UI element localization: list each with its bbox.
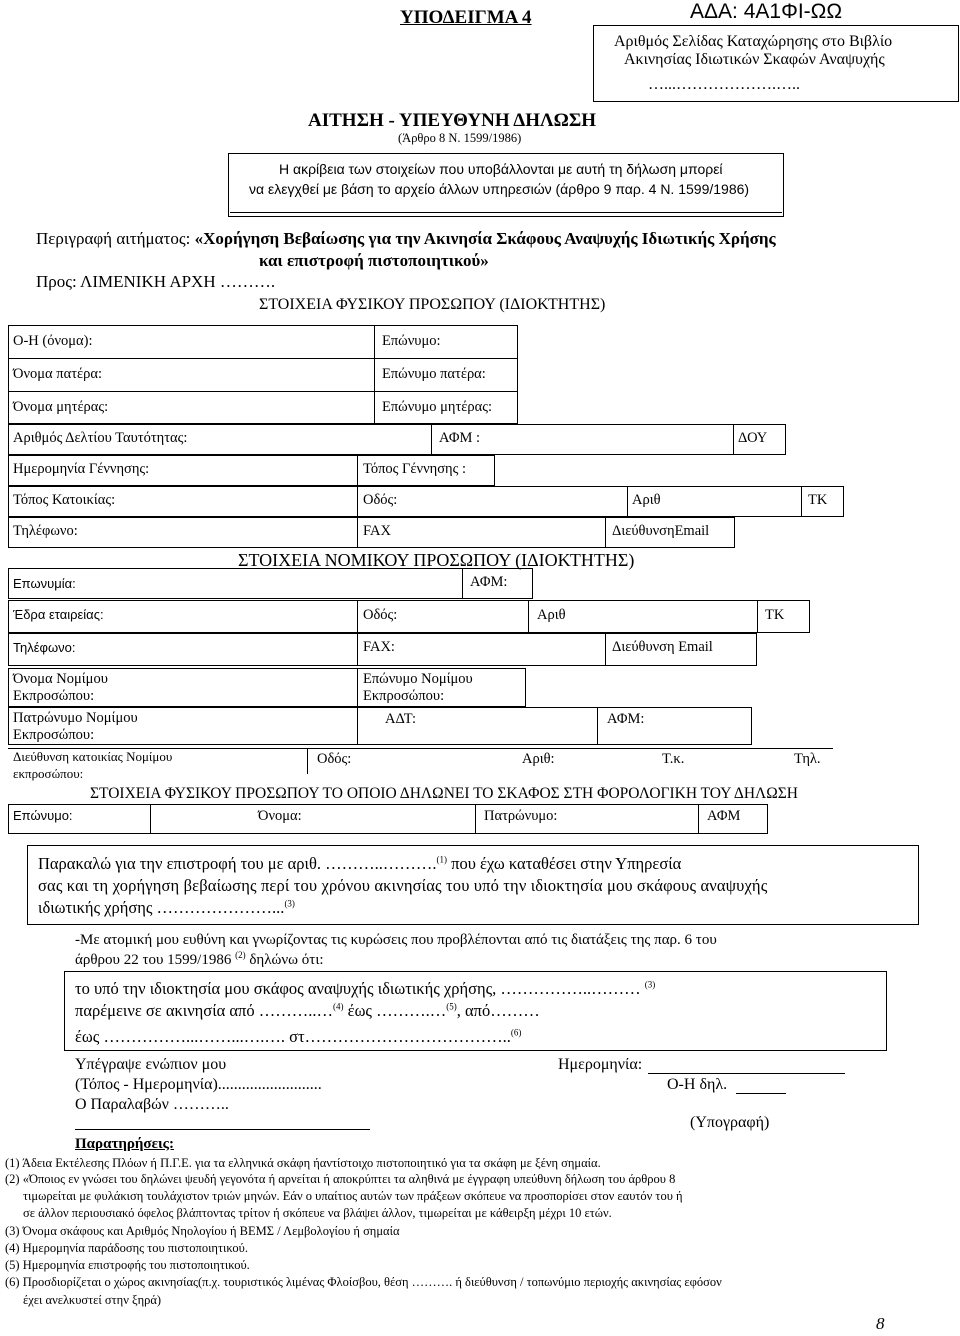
notice-line-1: Η ακρίβεια των στοιχείων που υποβάλλονται με αυτή τη δήλωση μπορεί (279, 161, 723, 177)
legal-person-heading: ΣΤΟΙΧΕΙΑ ΝΟΜΙΚΟΥ ΠΡΟΣΩΠΟΥ (ΙΔΙΟΚΤΗΤΗΣ) (238, 550, 635, 570)
rep-address-label-2[interactable]: εκπροσώπου: (13, 766, 84, 781)
form-title: ΑΙΤΗΣΗ - ΥΠΕΥΘΥΝΗ ΔΗΛΩΣΗ (308, 110, 597, 131)
responsibility-line-2: άρθρου 22 του 1599/1986 $^{(2)}$ δηλώνω ότι: (75, 950, 324, 968)
request-description (36, 229, 776, 249)
declarant-label: Ο-Η δηλ. (667, 1076, 728, 1093)
rep-adt[interactable]: ΑΔΤ: (385, 711, 416, 727)
rep-tk[interactable]: Τ.κ. (662, 751, 685, 767)
legal-street[interactable]: Οδός: (363, 607, 398, 623)
tax-declarant-heading: ΣΤΟΙΧΕΙΑ ΦΥΣΙΚΟΥ ΠΡΟΣΩΠΟΥ ΤΟ ΟΠΟΙΟ ΔΗΛΩΝΕΙ ΤΟ ΣΚΑΦΟΣ ΣΤΗ ΦΟΡΟΛΟΓΙΚΗ ΤΟΥ ΔΗΛΩΣΗ (90, 785, 798, 802)
legal-phone[interactable]: Τηλέφωνο: (13, 640, 76, 655)
note-6-line-2: έχει ανελκυστεί στην ξηρά) (23, 1293, 162, 1307)
rep-street-number[interactable]: Αριθ: (522, 751, 555, 767)
signature-label: (Υπογραφή) (690, 1114, 770, 1131)
mother-surname[interactable]: Επώνυμο μητέρας: (382, 399, 492, 415)
rep-surname-label-2[interactable]: Εκπροσώπου: (363, 688, 445, 704)
company-seat[interactable]: Έδρα εταιρείας: (13, 607, 104, 622)
father-surname[interactable]: Επώνυμο πατέρα: (382, 366, 486, 382)
tax-patronym[interactable]: Πατρώνυμο: (484, 808, 558, 824)
note-2-line-2: τιμωρείται με φυλάκιση τουλάχιστον τριών μηνών. Εάν ο υπαίτιος αυτών των πράξεων σκόπευε να προσπορίσει στον εαυτόν του ή (23, 1189, 683, 1203)
registry-line-1: Αριθμός Σελίδας Καταχώρησης στο Βιβλίο (614, 33, 893, 50)
note-1: (1) Άδεια Εκτέλεσης Πλόων ή Π.Γ.Ε. για τα ελληνικά σκάφη ήαντίστοιχο πιστοποιητικό για τα σκάφη με ξένη σημαία. (5, 1156, 601, 1170)
natural-afm[interactable]: ΑΦΜ : (439, 430, 481, 446)
note-5: (5) Ημερομηνία επιστροφής του πιστοποιητικού. (5, 1258, 250, 1272)
declaration-line-3: έως ……………...……...….…. στ………………………………..$^{(6)}$ (75, 1027, 522, 1046)
tax-surname[interactable]: Επώνυμο: (13, 808, 73, 823)
sample-title: ΥΠΟΔΕΙΓΜΑ 4 (400, 7, 532, 28)
declarant-line[interactable] (736, 1093, 786, 1094)
rep-address-label-1: Διεύθυνση κατοικίας Νομίμου (13, 749, 173, 764)
natural-doy[interactable]: ΔΟΥ (738, 430, 768, 446)
ada-code: ΑΔΑ: 4Α1ΦΙ-ΩΩ (690, 0, 843, 23)
father-name[interactable]: Όνομα πατέρα: (13, 366, 102, 382)
legal-afm[interactable]: ΑΦΜ: (470, 574, 508, 590)
request-title-2: και επιστροφή πιστοποιητικού» (259, 251, 489, 270)
natural-street[interactable]: Οδός: (363, 492, 398, 508)
declaration-line-1: το υπό την ιδιοκτησία μου σκάφος αναψυχής ιδιωτικής χρήσης, ……………..……… $^{(3)}$ (75, 979, 656, 998)
rep-patronym-label-2[interactable]: Εκπροσώπου: (13, 727, 95, 743)
note-3: (3) Όνομα σκάφους και Αριθμός Νηολογίου ή ΒΕΜΣ / Λεμβολογίου ή σημαία (5, 1224, 400, 1238)
date-label: Ημερομηνία: (558, 1056, 643, 1073)
signed-before: Υπέγραψε ενώπιον μου (75, 1056, 227, 1073)
rep-phone[interactable]: Τηλ. (794, 751, 821, 767)
legal-tk[interactable]: ΤΚ (765, 607, 785, 623)
tax-first-name[interactable]: Όνομα: (258, 808, 302, 824)
receiver: Ο Παραλαβών ……….. (75, 1096, 229, 1113)
natural-tk[interactable]: ΤΚ (808, 492, 828, 508)
request-label: Περιγραφή αιτήματος: (36, 229, 195, 248)
birth-place[interactable]: Τόπος Γέννησης : (363, 461, 467, 477)
note-4: (4) Ημερομηνία παράδοσης του πιστοποιητικού. (5, 1241, 248, 1255)
rep-first-name-label-2[interactable]: Εκπροσώπου: (13, 688, 95, 704)
rep-surname-label-1: Επώνυμο Νομίμου (363, 671, 473, 687)
birth-date[interactable]: Ημερομηνία Γέννησης: (13, 461, 150, 477)
date-line[interactable] (648, 1073, 845, 1074)
note-2-line-3: σε άλλον περιουσιακό όφελος βλάπτοντας τρίτον ή σκόπευε να βλάψει άλλον, τιμωρείται με κάθειρξη μέχρι 10 ετών. (23, 1206, 612, 1220)
natural-email[interactable]: ΔιεύθυνσηEmail (612, 523, 710, 539)
owner-first-name[interactable]: Ο-Η (όνομα): (13, 333, 93, 349)
recipient-line: Προς: ΛΙΜΕΝΙΚΗ ΑΡΧΗ ………. (36, 272, 276, 291)
notes-title: Παρατηρήσεις: (75, 1136, 174, 1152)
legal-street-number[interactable]: Αριθ (537, 607, 566, 623)
registry-line-2: Ακινησίας Ιδιωτικών Σκαφών Αναψυχής (624, 51, 885, 68)
natural-phone[interactable]: Τηλέφωνο: (13, 523, 78, 539)
owner-surname[interactable]: Επώνυμο: (382, 333, 441, 349)
note-2-line-1: (2) «Όποιος εν γνώσει του δηλώνει ψευδή γεγονότα ή αρνείται ή αποκρύπτει τα αληθινά με έγγραφη υπεύθυνη δήλωση του άρθρου 8 (5, 1172, 676, 1186)
place-date: (Τόπος - Ημερομηνία).......................... (75, 1076, 322, 1093)
tax-afm[interactable]: ΑΦΜ (707, 808, 741, 824)
responsibility-line-1: -Με ατομική μου ευθύνη και γνωρίζοντας τις κυρώσεις που προβλέπονται από τις διατάξεις της παρ. 6 του (75, 932, 717, 948)
page-number: 8 (876, 1314, 885, 1333)
request-paragraph-line-2: σας και τη χορήγηση βεβαίωσης περί του χρόνου ακινησίας του υπό την ιδιοκτησία μου σκάφους αναψυχής (38, 876, 768, 895)
legal-fax[interactable]: FAX: (363, 639, 395, 655)
request-paragraph-line-1: Παρακαλώ για την επιστροφή του με αριθ. ………..……….$^{(1)}$ που έχω καταθέσει στην Υπηρεσία (38, 854, 682, 873)
mother-name[interactable]: Όνομα μητέρας: (13, 399, 109, 415)
legal-email[interactable]: Διεύθυνση Email (612, 639, 713, 655)
declaration-line-2: παρέμεινε σε ακινησία από ………..…$^{(4)}$ έως ……….…$^{(5)}$, από……… (75, 1001, 540, 1020)
request-title-1: «Χορήγηση Βεβαίωσης για την Ακινησία Σκάφους Αναψυχής Ιδιωτικής Χρήσης (194, 229, 776, 248)
company-name[interactable]: Επωνυμία: (13, 576, 76, 591)
natural-person-heading: ΣΤΟΙΧΕΙΑ ΦΥΣΙΚΟΥ ΠΡΟΣΩΠΟΥ (ΙΔΙΟΚΤΗΤΗΣ) (259, 296, 606, 313)
rep-street[interactable]: Οδός: (317, 751, 352, 767)
note-6-line-1: (6) Προσδιορίζεται ο χώρος ακινησίας(π.χ. τουριστικός λιμένας Φλοίσβου, θέση ………. ή διεύθυνση / τοπωνύμιο περιοχής ακινησίας εφόσον (5, 1275, 722, 1289)
residence[interactable]: Τόπος Κατοικίας: (13, 492, 116, 508)
id-card-number[interactable]: Αριθμός Δελτίου Ταυτότητας: (13, 430, 188, 446)
rep-patronym-label-1: Πατρώνυμο Νομίμου (13, 710, 138, 726)
natural-fax[interactable]: FAX (363, 523, 391, 539)
request-paragraph-line-3: ιδιωτικής χρήσης …………………...$^{(3)}$ (38, 898, 295, 917)
rep-first-name-label-1: Όνομα Νομίμου (13, 671, 108, 687)
natural-street-number[interactable]: Αριθ (632, 492, 661, 508)
notice-line-2: να ελεγχθεί με βάση το αρχείο άλλων υπηρεσιών (άρθρο 9 παρ. 4 Ν. 1599/1986) (249, 181, 750, 197)
law-reference: (Άρθρο 8 Ν. 1599/1986) (398, 131, 522, 145)
registry-dots: …...……………….….. (648, 76, 800, 93)
rep-afm[interactable]: ΑΦΜ: (607, 711, 645, 727)
